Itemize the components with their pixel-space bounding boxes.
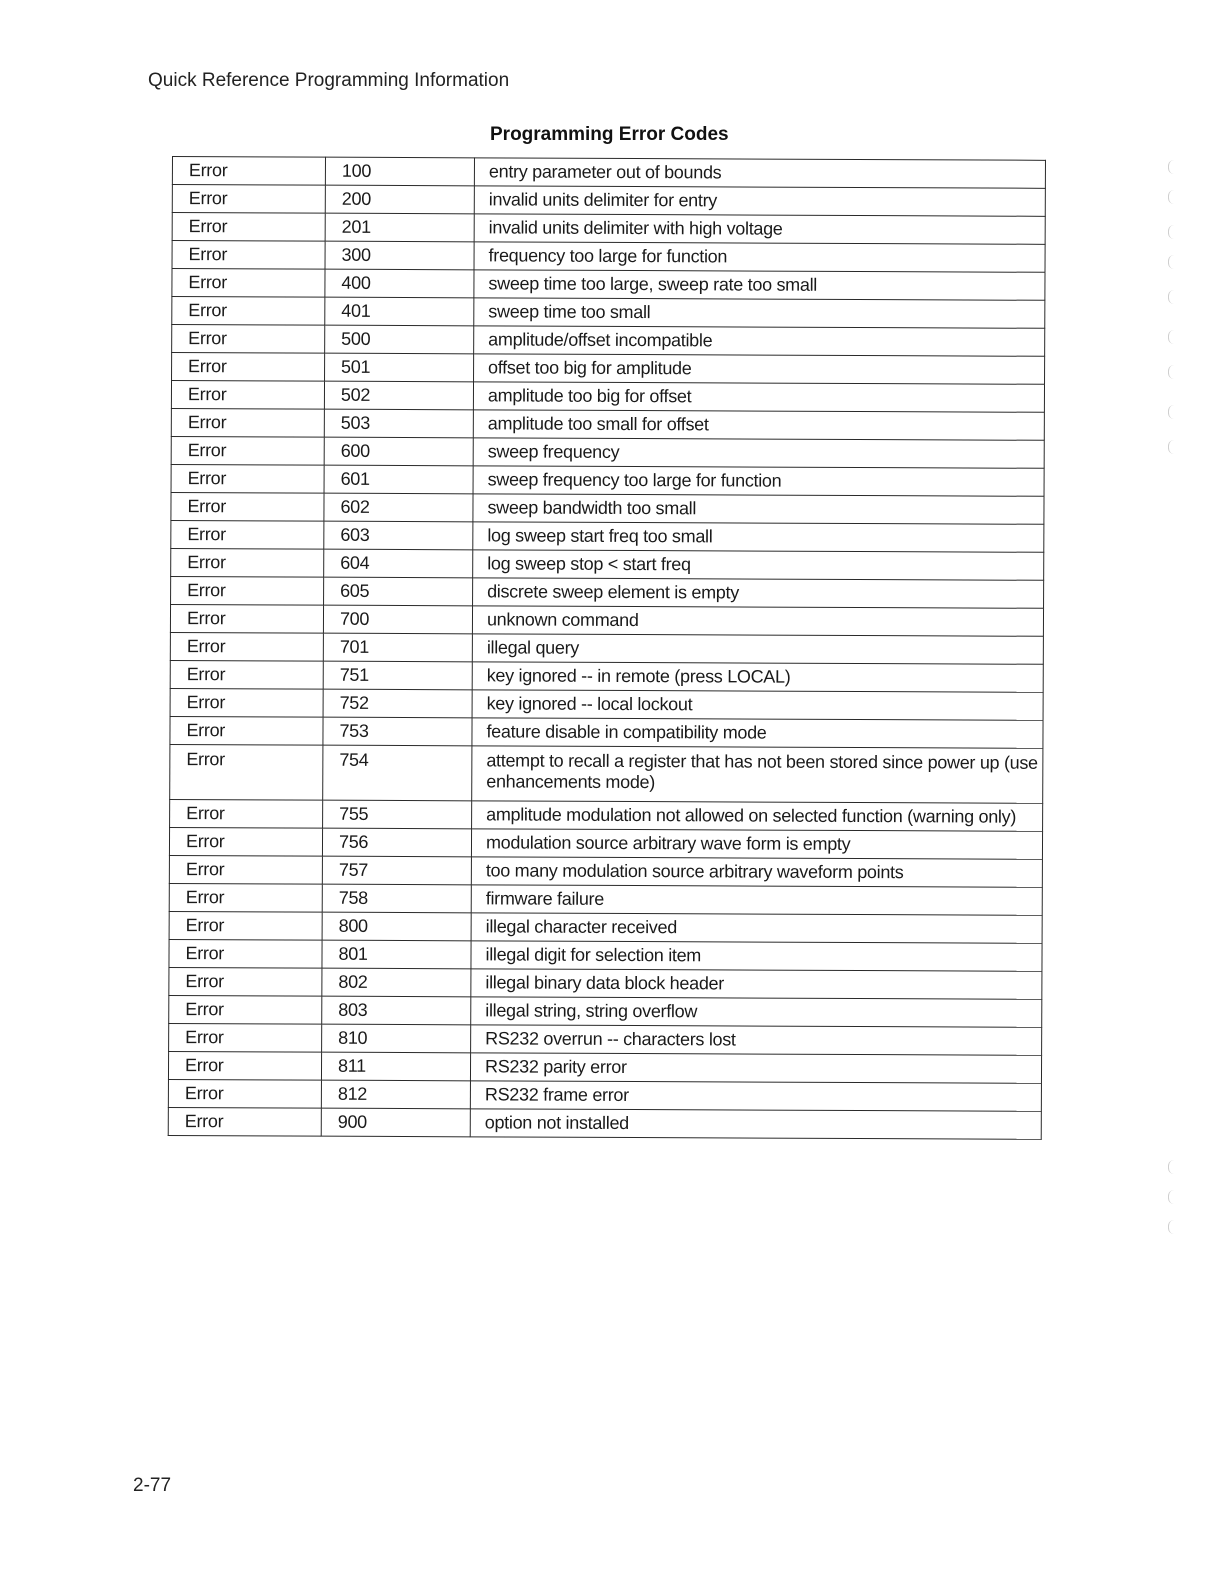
table-row [168, 1079, 1041, 1111]
error-type-cell: Error [170, 632, 323, 661]
table-title: Programming Error Codes [490, 124, 729, 145]
error-type-cell: Error [171, 436, 324, 465]
error-code-cell: 801 [322, 940, 471, 969]
error-description-cell: invalid units delimiter with high voltage [474, 214, 1045, 244]
error-code-cell: 401 [325, 297, 474, 326]
error-code-cell: 604 [324, 549, 473, 578]
error-type-cell: Error [168, 1051, 321, 1080]
error-code-cell: 900 [321, 1108, 470, 1137]
error-code-cell: 802 [322, 968, 471, 997]
error-description-cell: key ignored -- local lockout [472, 690, 1043, 720]
table-row [171, 520, 1044, 552]
table-row [169, 995, 1042, 1027]
table-row [172, 241, 1045, 273]
error-description-cell: RS232 overrun -- characters lost [471, 1025, 1042, 1055]
error-code-cell: 700 [323, 605, 472, 634]
error-code-cell: 755 [323, 800, 472, 829]
error-description-cell: log sweep start freq too small [473, 522, 1044, 552]
table-row [169, 939, 1042, 971]
error-code-cell: 502 [324, 381, 473, 410]
error-type-cell: Error [171, 492, 324, 521]
table-row [172, 269, 1045, 301]
error-description-cell: RS232 parity error [470, 1053, 1041, 1083]
error-code-cell: 810 [322, 1024, 471, 1053]
error-description-cell: sweep time too large, sweep rate too small [474, 270, 1045, 300]
error-description-cell: sweep frequency too large for function [473, 466, 1044, 496]
error-description-cell: illegal binary data block header [471, 969, 1042, 999]
table-row [172, 353, 1045, 385]
error-code-cell: 754 [323, 745, 472, 801]
error-description-cell: illegal query [472, 634, 1043, 664]
error-code-cell: 200 [325, 185, 474, 214]
error-type-cell: Error [170, 716, 323, 745]
binding-hole-marks [1168, 40, 1188, 1560]
table-row [169, 1023, 1042, 1055]
binding-mark [1168, 255, 1175, 269]
error-type-cell: Error [169, 939, 322, 968]
error-description-cell: firmware failure [471, 885, 1042, 915]
error-type-cell: Error [170, 660, 323, 689]
error-type-cell: Error [168, 1079, 321, 1108]
error-type-cell: Error [171, 520, 324, 549]
error-description-cell: offset too big for amplitude [474, 354, 1045, 384]
error-codes-table [168, 156, 1046, 1140]
binding-mark [1168, 330, 1175, 344]
page-number: 2-77 [133, 1475, 172, 1496]
error-description-cell: key ignored -- in remote (press LOCAL) [472, 662, 1043, 692]
error-description-cell: invalid units delimiter for entry [474, 186, 1045, 216]
error-code-cell: 503 [324, 409, 473, 438]
table-row [170, 744, 1043, 803]
table-row [170, 688, 1043, 720]
error-description-cell: log sweep stop < start freq [473, 550, 1044, 580]
binding-mark [1168, 290, 1175, 304]
error-type-cell: Error [169, 827, 322, 856]
binding-mark [1168, 225, 1175, 239]
error-type-cell: Error [171, 464, 324, 493]
error-description-cell: illegal digit for selection item [471, 941, 1042, 971]
table-row [172, 213, 1045, 245]
error-type-cell: Error [171, 548, 324, 577]
error-code-cell: 501 [325, 353, 474, 382]
error-description-cell: entry parameter out of bounds [474, 158, 1045, 188]
error-description-cell: illegal string, string overflow [471, 997, 1042, 1027]
error-type-cell: Error [168, 1107, 321, 1136]
error-code-cell: 701 [323, 633, 472, 662]
error-code-cell: 757 [322, 856, 471, 885]
error-code-cell: 602 [324, 493, 473, 522]
table-row [172, 157, 1045, 189]
binding-mark [1168, 1220, 1175, 1234]
error-code-cell: 753 [323, 717, 472, 746]
error-description-cell: discrete sweep element is empty [473, 578, 1044, 608]
error-type-cell: Error [172, 325, 325, 354]
binding-mark [1168, 1160, 1175, 1174]
error-type-cell: Error [169, 911, 322, 940]
binding-mark [1168, 1190, 1175, 1204]
error-codes-table-container [168, 156, 1046, 1140]
error-type-cell: Error [169, 883, 322, 912]
error-codes-table-body [168, 157, 1045, 1140]
table-row [169, 883, 1042, 915]
error-type-cell: Error [170, 688, 323, 717]
error-code-cell: 752 [323, 689, 472, 718]
error-code-cell: 300 [325, 241, 474, 270]
error-code-cell: 400 [325, 269, 474, 298]
error-code-cell: 811 [321, 1052, 470, 1081]
error-description-cell: feature disable in compatibility mode [472, 718, 1043, 748]
error-code-cell: 756 [322, 828, 471, 857]
error-description-cell: sweep frequency [473, 438, 1044, 468]
table-row [171, 492, 1044, 524]
error-code-cell: 751 [323, 661, 472, 690]
error-type-cell: Error [172, 269, 325, 298]
table-row [170, 660, 1043, 692]
binding-mark [1168, 190, 1175, 204]
error-type-cell: Error [170, 604, 323, 633]
error-code-cell: 500 [325, 325, 474, 354]
error-description-cell: RS232 frame error [470, 1081, 1041, 1111]
table-row [172, 325, 1045, 357]
table-row [171, 464, 1044, 496]
table-row [168, 1051, 1041, 1083]
binding-mark [1168, 440, 1175, 454]
error-code-cell: 758 [322, 884, 471, 913]
table-row [170, 632, 1043, 664]
error-code-cell: 100 [325, 157, 474, 186]
section-title: Quick Reference Programming Information [148, 70, 510, 91]
table-row [171, 548, 1044, 580]
table-row [170, 604, 1043, 636]
error-type-cell: Error [169, 855, 322, 884]
table-row [171, 576, 1044, 608]
error-description-cell: amplitude too small for offset [473, 410, 1044, 440]
error-code-cell: 601 [324, 465, 473, 494]
error-description-cell: unknown command [472, 606, 1043, 636]
binding-mark [1168, 160, 1175, 174]
table-row [169, 855, 1042, 887]
table-row [171, 436, 1044, 468]
binding-mark [1168, 365, 1175, 379]
table-row [168, 1107, 1041, 1139]
table-row [169, 911, 1042, 943]
error-description-cell: modulation source arbitrary wave form is empty [471, 829, 1042, 859]
table-row [169, 967, 1042, 999]
error-description-cell: too many modulation source arbitrary waveform points [471, 857, 1042, 887]
error-description-cell: amplitude too big for offset [473, 382, 1044, 412]
error-description-cell: amplitude/offset incompatible [474, 326, 1045, 356]
table-row [170, 716, 1043, 748]
error-type-cell: Error [172, 297, 325, 326]
error-type-cell: Error [169, 967, 322, 996]
binding-mark [1168, 405, 1175, 419]
error-code-cell: 603 [324, 521, 473, 550]
error-code-cell: 803 [322, 996, 471, 1025]
error-description-cell: sweep time too small [474, 298, 1045, 328]
error-code-cell: 800 [322, 912, 471, 941]
table-row [172, 297, 1045, 329]
error-code-cell: 201 [325, 213, 474, 242]
table-row [170, 799, 1043, 831]
error-code-cell: 605 [324, 577, 473, 606]
error-type-cell: Error [172, 185, 325, 214]
error-description-cell: amplitude modulation not allowed on selected function (warning only) [472, 801, 1043, 831]
table-row [172, 185, 1045, 217]
table-row [171, 408, 1044, 440]
error-type-cell: Error [172, 353, 325, 382]
error-description-cell: attempt to recall a register that has not been stored since power up (use enhancements mode) [472, 746, 1043, 803]
error-type-cell: Error [170, 799, 323, 828]
error-description-cell: option not installed [470, 1109, 1041, 1139]
error-type-cell: Error [171, 381, 324, 410]
error-code-cell: 812 [321, 1080, 470, 1109]
error-type-cell: Error [172, 241, 325, 270]
error-description-cell: illegal character received [471, 913, 1042, 943]
error-type-cell: Error [171, 576, 324, 605]
error-type-cell: Error [171, 408, 324, 437]
error-description-cell: frequency too large for function [474, 242, 1045, 272]
error-type-cell: Error [169, 995, 322, 1024]
error-type-cell: Error [170, 744, 323, 800]
table-row [169, 827, 1042, 859]
error-code-cell: 600 [324, 437, 473, 466]
error-type-cell: Error [169, 1023, 322, 1052]
error-type-cell: Error [172, 157, 325, 186]
table-row [171, 381, 1044, 413]
error-type-cell: Error [172, 213, 325, 242]
error-description-cell: sweep bandwidth too small [473, 494, 1044, 524]
